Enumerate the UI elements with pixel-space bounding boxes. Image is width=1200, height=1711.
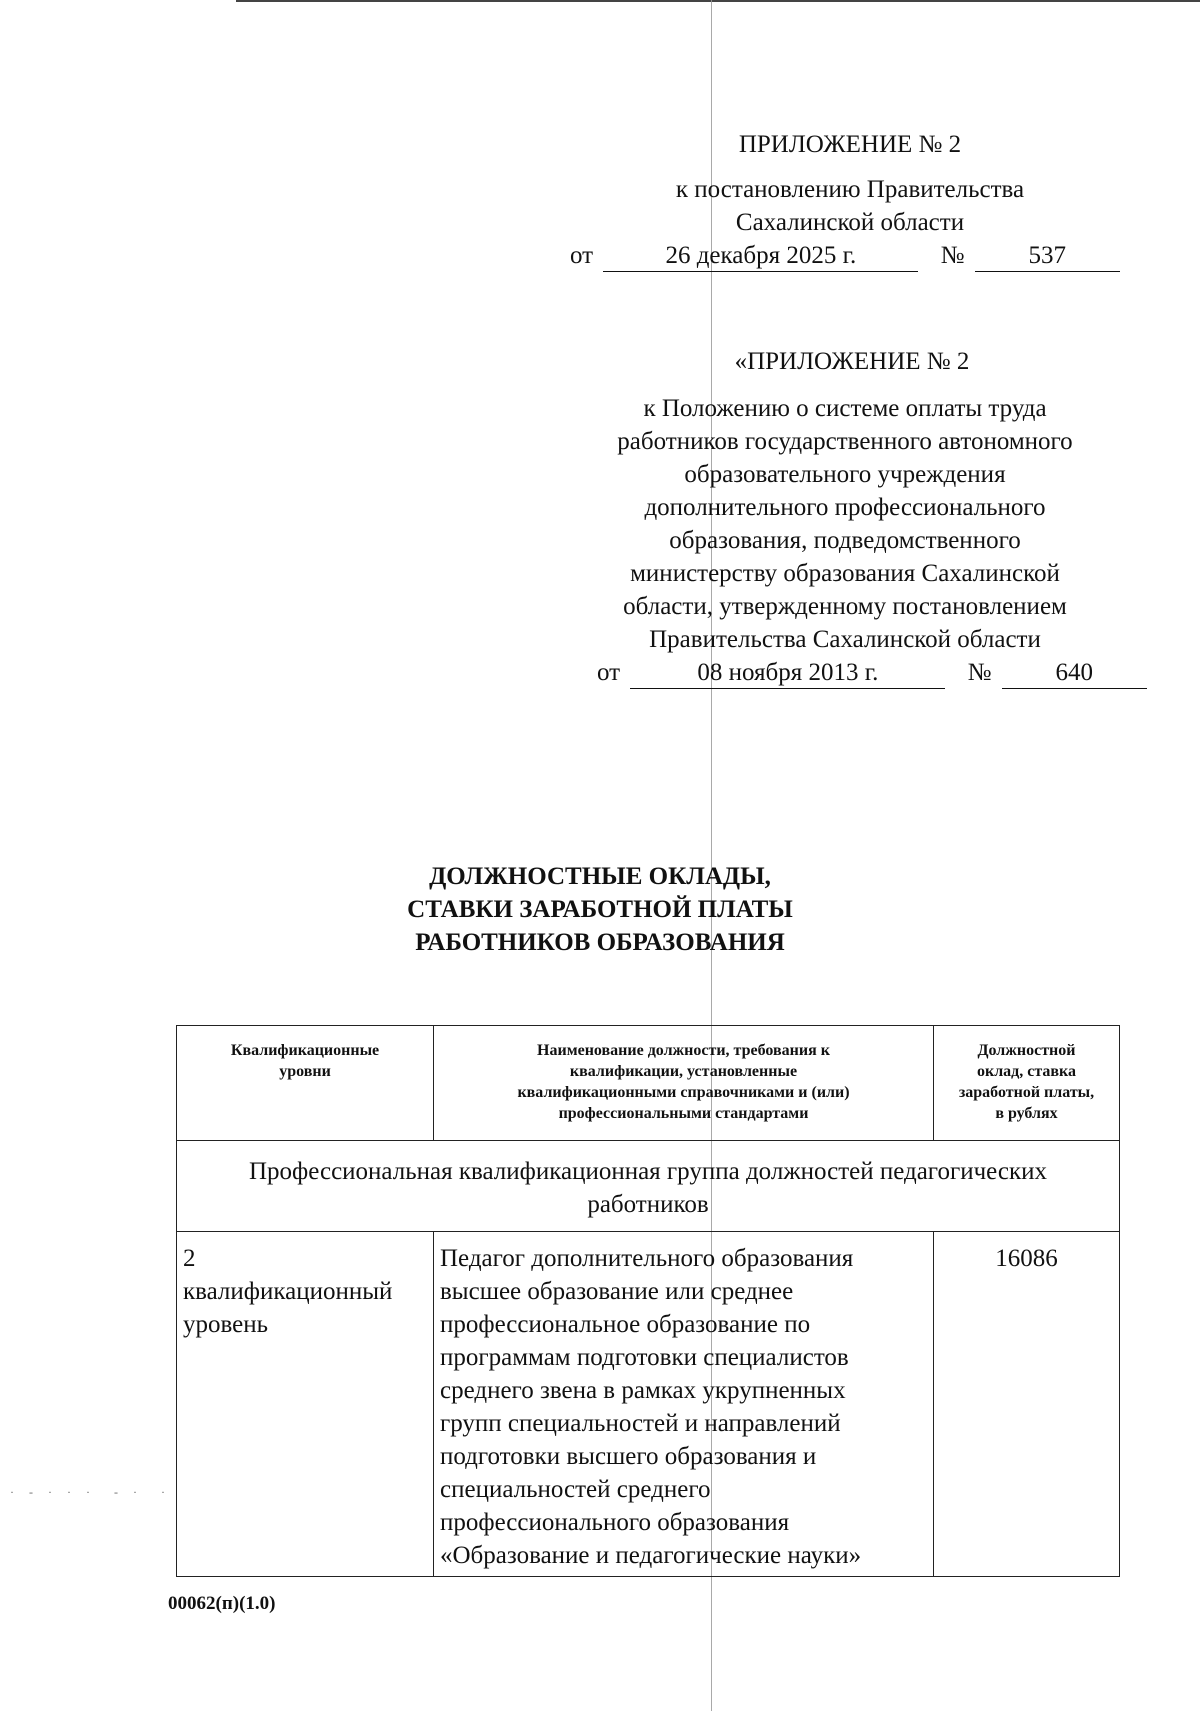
resolution-line: к постановлению Правительства xyxy=(675,176,1025,203)
group-cell: Профессиональная квалификационная группа должностей педагогических работников xyxy=(177,1141,1120,1232)
nested-appendix-line: образовательного учреждения xyxy=(684,461,1006,488)
date-prefix: от xyxy=(597,659,621,686)
nested-date-line xyxy=(597,656,1115,689)
title-line: СТАВКИ ЗАРАБОТНОЙ ПЛАТЫ xyxy=(407,896,793,923)
date-field: 08 ноября 2013 г. xyxy=(630,658,945,689)
nested-appendix-line: к Положению о системе оплаты труда xyxy=(643,395,1047,422)
number-sign: № xyxy=(967,659,992,686)
title-line: РАБОТНИКОВ ОБРАЗОВАНИЯ xyxy=(415,929,785,956)
number-sign: № xyxy=(940,242,965,269)
table-header-row xyxy=(177,1026,1120,1141)
nested-appendix-line: дополнительного профессионального xyxy=(644,494,1046,521)
nested-appendix-line: образования, подведомственного xyxy=(669,527,1021,554)
title-line: ДОЛЖНОСТНЫЕ ОКЛАДЫ, xyxy=(429,863,771,890)
nested-appendix-line: Правительства Сахалинской области xyxy=(649,626,1041,653)
header-qualification-levels: Квалификационные уровни xyxy=(177,1026,434,1141)
table-row xyxy=(177,1232,1120,1577)
nested-appendix-title: «ПРИЛОЖЕНИЕ № 2 xyxy=(734,348,970,375)
date-prefix: от xyxy=(570,242,594,269)
appendix-title: ПРИЛОЖЕНИЕ № 2 xyxy=(738,131,962,158)
nested-appendix xyxy=(575,345,1115,689)
position-description-cell: Педагог дополнительного образования высшее образование или среднее профессиональное образование по программам подготовки специалистов среднего звена в рамках укрупненных групп специальностей и направлений подготовки высшего образования и специальностей среднего профессионального образования «Образование и педагогические науки» xyxy=(434,1232,934,1577)
nested-appendix-line: министерству образования Сахалинской xyxy=(630,560,1060,587)
scan-specks: · - · · · - · · xyxy=(10,1485,171,1499)
header-salary: Должностной оклад, ставка заработной платы, в рублях xyxy=(934,1026,1120,1141)
resolution-date-line xyxy=(570,239,1110,272)
nested-appendix-line: работников государственного автономного xyxy=(617,428,1073,455)
resolution-line: Сахалинской области xyxy=(735,209,965,236)
document-title xyxy=(300,860,900,959)
nested-appendix-line: области, утвержденному постановлением xyxy=(623,593,1067,620)
salary-value-cell: 16086 xyxy=(934,1232,1120,1577)
date-field: 26 декабря 2025 г. xyxy=(603,241,918,272)
number-field: 640 xyxy=(1002,658,1147,689)
salary-table xyxy=(176,1025,1120,1577)
group-row xyxy=(177,1141,1120,1232)
qualification-level-cell: 2 квалификационный уровень xyxy=(177,1232,434,1577)
scan-edge-line xyxy=(236,0,1200,2)
header-position-requirements: Наименование должности, требования к квалификации, установленные квалификационными справочниками и (или) профессиональными стандартами xyxy=(434,1026,934,1141)
number-field: 537 xyxy=(975,241,1120,272)
document-code: 00062(п)(1.0) xyxy=(168,1593,276,1614)
appendix-header xyxy=(570,128,1110,272)
